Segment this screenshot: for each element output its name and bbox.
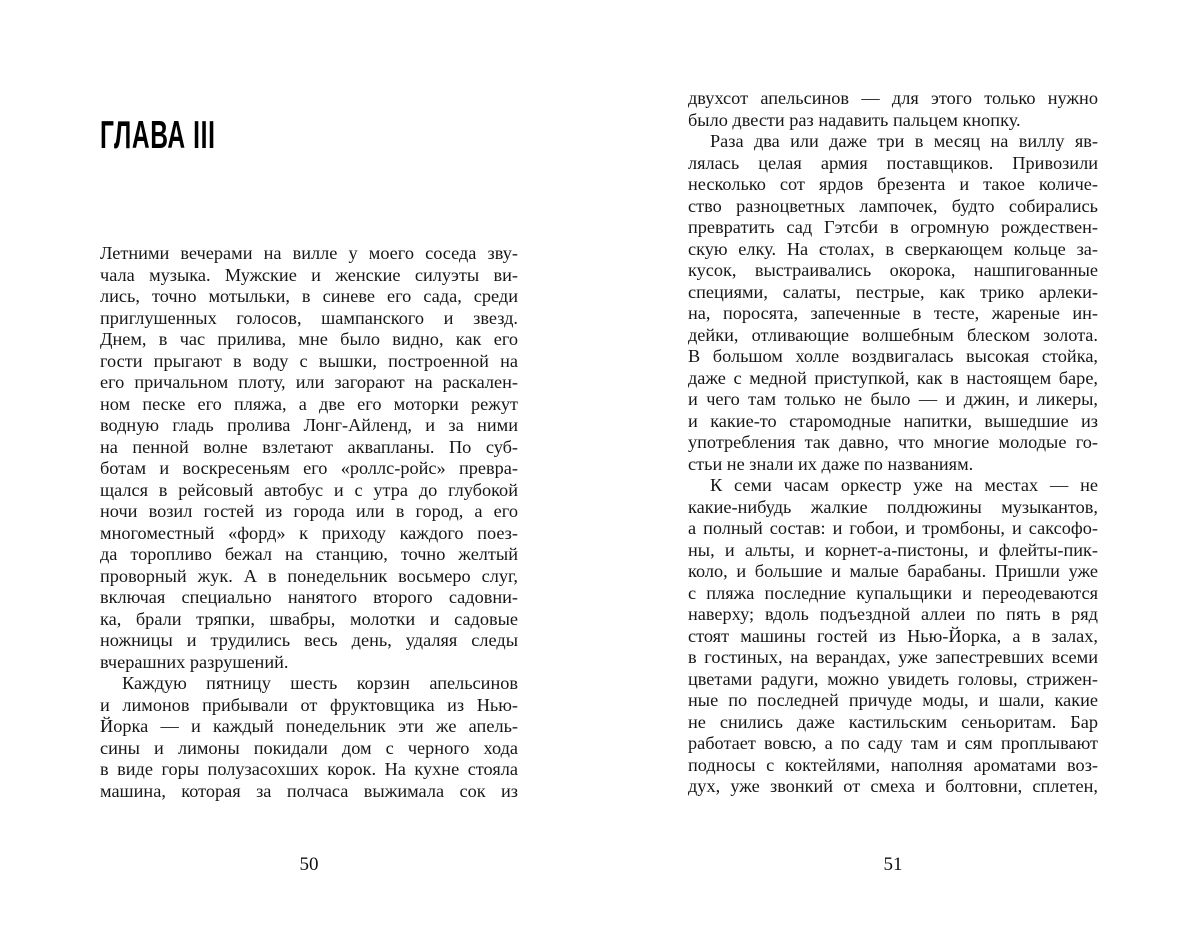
text-line: какие-нибудь жалкие полдюжины музыкантов, (688, 496, 1098, 517)
text-line: включая специально нанятого второго садовни- (100, 587, 518, 607)
text-line: лялась целая армия поставщиков. Привозили (688, 152, 1098, 173)
text-line: сины и лимоны покидали дом с черного хода (100, 737, 518, 758)
text-line: его причальном плоту, или загорают на раскален- (100, 372, 518, 392)
text-line: коло, и большие и малые барабаны. Пришли уже (688, 561, 1098, 581)
text-line: превратить сад Гэтсби в огромную рождествен- (688, 217, 1098, 237)
text-line: машина, которая за полчаса выжимала сок из (100, 780, 518, 801)
text-line: работает вовсю, а по саду там и сям проплывают (688, 733, 1098, 753)
text-line: чала музыка. Мужские и женские силуэты ви- (100, 264, 518, 285)
text-line: да торопливо бежал на станцию, точно желтый (100, 544, 518, 564)
text-line: щался в рейсовый автобус и с утра до глубокой (100, 479, 518, 500)
text-line: стоят машины гостей из Нью-Йорка, а в залах, (688, 625, 1098, 646)
text-line: дейки, отливающие волшебным блеском золота. (688, 324, 1098, 345)
text-line: лись, точно мотыльки, в синеве его сада, среди (100, 286, 518, 306)
text-line: ные по последней причуде моды, и шали, какие (688, 690, 1098, 710)
text-line: Летними вечерами на вилле у моего соседа зву- (100, 243, 518, 263)
text-line: проворный жук. А в понедельник восьмеро слуг, (100, 565, 518, 586)
text-line: с пляжа последние купальщики и переодеваются (688, 582, 1098, 603)
text-line: на, поросята, запеченные в тесте, жареные ин- (688, 303, 1098, 323)
text-line: ном песке его пляжа, а две его моторки режут (100, 393, 518, 414)
text-line: ночи возил гостей из города или в город, а его (100, 501, 518, 521)
text-line: несколько сот ярдов брезента и такое количе- (688, 174, 1098, 194)
text-line: Днем, в час прилива, мне было видно, как его (100, 329, 518, 349)
text-line: ботам и воскресеньям его «роллс-ройс» превра- (100, 458, 518, 478)
text-line: цветами радуги, можно увидеть головы, стрижен- (688, 668, 1098, 689)
left-page-body-text (100, 243, 518, 802)
text-line: подносы с коктейлями, наполняя ароматами воз- (688, 754, 1098, 775)
text-line: многоместный «форд» к приходу каждого поез- (100, 522, 518, 543)
page-number-left: 50 (299, 854, 319, 875)
chapter-heading: ГЛАВА III (100, 114, 216, 157)
text-line: и чего там только не было — и джин, и ликеры, (688, 389, 1098, 409)
text-line: и какие-то старомодные напитки, вышедшие из (688, 410, 1098, 431)
text-line: специями, салаты, пестрые, как трико арлеки- (688, 281, 1098, 302)
text-line: двухсот апельсинов — для этого только нужно (688, 88, 1098, 108)
text-line: скую елку. На столах, в сверкающем кольце за- (688, 238, 1098, 259)
text-line: дух, уже звонкий от смеха и болтовни, сплетен, (688, 776, 1098, 796)
text-line: Раза два или даже три в месяц на виллу яв- (710, 131, 1098, 151)
text-line: водную гладь пролива Лонг-Айленд, и за ними (100, 415, 518, 435)
text-line: даже с медной приступкой, как в настоящем баре, (688, 367, 1098, 388)
text-line: а полный состав: и гобои, и тромбоны, и саксофо- (688, 518, 1098, 538)
text-line: В большом холле воздвигалась высокая стойка, (688, 346, 1098, 366)
text-line: ножницы и трудились весь день, удаляя следы (100, 630, 518, 650)
text-line: наверху; вдоль подъездной аллеи по пять в ряд (688, 604, 1098, 624)
text-line: Каждую пятницу шесть корзин апельсинов (122, 673, 518, 693)
text-line: на пенной волне взлетают аквапланы. По суб- (100, 436, 518, 457)
right-page (688, 0, 1098, 937)
text-line: К семи часам оркестр уже на местах — не (710, 475, 1098, 495)
text-line: гости прыгают в воду с вышки, построенной на (100, 350, 518, 371)
page-number-right: 51 (883, 854, 903, 875)
text-line: и лимонов прибывали от фруктовщика из Нью- (100, 694, 518, 715)
text-line: Йорка — и каждый понедельник эти же апель- (100, 716, 518, 736)
right-page-body-text (688, 88, 1098, 798)
text-line: ны, и альты, и корнет-а-пистоны, и флейты-пик- (688, 539, 1098, 560)
left-page (100, 0, 518, 937)
text-line: было двести раз надавить пальцем кнопку. (688, 109, 1021, 130)
text-line: кусок, выстраивались окорока, нашпигованные (688, 260, 1098, 280)
text-line: приглушенных голосов, шампанского и звезд. (100, 307, 518, 328)
text-line: в гостиных, на верандах, уже запестревших всеми (688, 647, 1098, 667)
text-line: стьи не знали их даже по названиям. (688, 453, 974, 474)
text-line: вчерашних разрушений. (100, 651, 289, 672)
text-line: не снились даже кастильским сеньоритам. Бар (688, 711, 1098, 732)
text-line: ство разноцветных лампочек, будто собирались (688, 195, 1098, 216)
text-line: в виде горы полузасохших корок. На кухне стояла (100, 759, 518, 779)
text-line: ка, брали тряпки, швабры, молотки и садовые (100, 608, 518, 629)
text-line: употребления так давно, что многие молодые го- (688, 432, 1098, 452)
